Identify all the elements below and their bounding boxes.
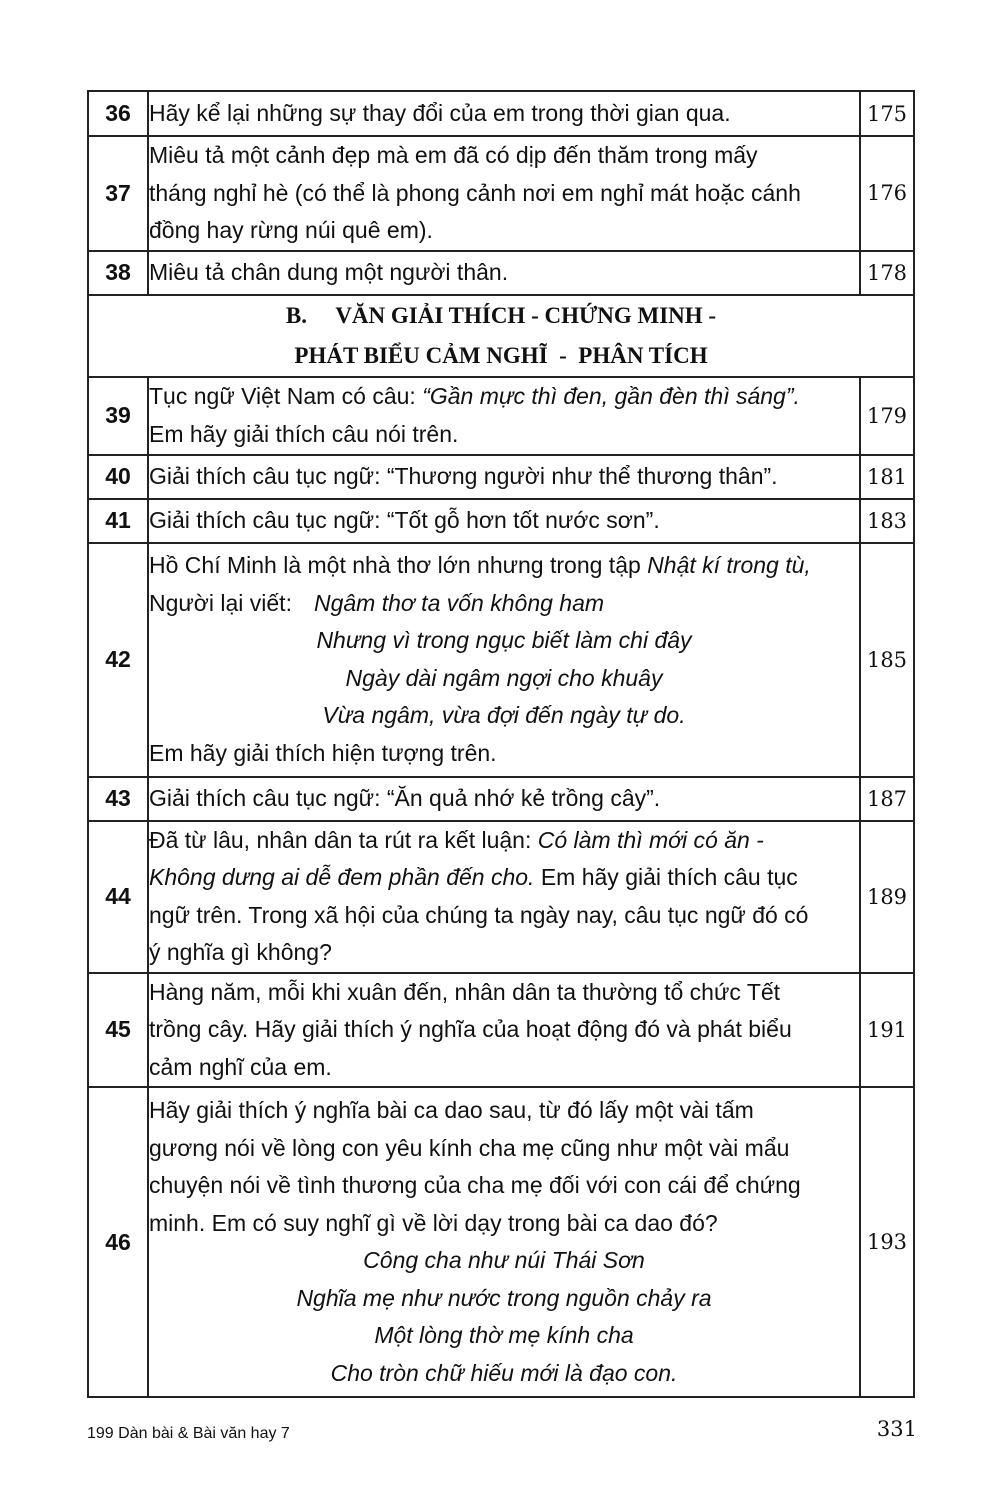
entry-number: 38 (88, 251, 148, 295)
entry-number: 45 (88, 973, 148, 1088)
entry-number: 44 (88, 821, 148, 973)
table-row (88, 136, 914, 251)
entry-number: 43 (88, 777, 148, 821)
section-heading-line-1: B. VĂN GIẢI THÍCH - CHỨNG MINH - (285, 302, 717, 328)
entry-title: Giải thích câu tục ngữ: “Thương người như thể thương thân”. (148, 455, 860, 499)
section-heading (88, 295, 914, 377)
entry-number: 37 (88, 136, 148, 251)
entry-page: 193 (860, 1087, 914, 1397)
table-row (88, 821, 914, 973)
entry-title: Hồ Chí Minh là một nhà thơ lớn nhưng trong tập Nhật kí trong tù, Người lại viết: Ngâm thơ ta vốn không ham Nhưng vì trong ngục biết làm chi đây Ngày dài ngâm ngợi cho khuây Vừa ngâm, vừa đợi đến ngày tự do. Em hãy giải thích hiện tượng trên. (148, 543, 860, 777)
footer-book-title: 199 Dàn bài & Bài văn hay 7 (87, 1425, 290, 1442)
entry-page: 178 (860, 251, 914, 295)
entry-number: 41 (88, 499, 148, 543)
entry-title: Miêu tả một cảnh đẹp mà em đã có dịp đến thăm trong mấy tháng nghỉ hè (có thể là phong cảnh nơi em nghỉ mát hoặc cánh đồng hay rừng núi quê em). (148, 136, 860, 251)
entry-number: 46 (88, 1087, 148, 1397)
entry-page: 181 (860, 455, 914, 499)
table-row (88, 455, 914, 499)
table-row (88, 1087, 914, 1397)
entry-page: 191 (860, 973, 914, 1088)
entry-page: 185 (860, 543, 914, 777)
entry-title: Hãy kể lại những sự thay đổi của em trong thời gian qua. (148, 91, 860, 136)
entry-page: 187 (860, 777, 914, 821)
table-row (88, 777, 914, 821)
table-row (88, 543, 914, 777)
entry-number: 42 (88, 543, 148, 777)
table-row (88, 91, 914, 136)
entry-title: Giải thích câu tục ngữ: “Tốt gỗ hơn tốt nước sơn”. (148, 499, 860, 543)
table-row (88, 499, 914, 543)
entry-title: Đã từ lâu, nhân dân ta rút ra kết luận: Có làm thì mới có ăn - Không dưng ai dễ đem phần đến cho. Em hãy giải thích câu tục ngữ trên. Trong xã hội của chúng ta ngày nay, câu tục ngữ đó có ý nghĩa gì không? (148, 821, 860, 973)
entry-title: Hãy giải thích ý nghĩa bài ca dao sau, từ đó lấy một vài tấm gương nói về lòng con yêu kính cha mẹ cũng như một vài mẩu chuyện nói về tình thương của cha mẹ đối với con cái để chứng minh. Em có suy nghĩ gì về lời dạy trong bài ca dao đó? Công cha như núi Thái Sơn Nghĩa mẹ như nước trong nguồn chảy ra Một lòng thờ mẹ kính cha Cho tròn chữ hiếu mới là đạo con. (148, 1087, 860, 1397)
entry-page: 175 (860, 91, 914, 136)
entry-number: 36 (88, 91, 148, 136)
table-of-contents (87, 90, 915, 1398)
entry-number: 39 (88, 377, 148, 455)
section-header-row (88, 295, 914, 377)
poem-line: Công cha như núi Thái Sơn (363, 1247, 645, 1273)
section-heading-line-2: PHÁT BIỂU CẢM NGHĨ - PHÂN TÍCH (294, 342, 708, 368)
entry-page: 189 (860, 821, 914, 973)
entry-page: 179 (860, 377, 914, 455)
table-row (88, 251, 914, 295)
entry-page: 176 (860, 136, 914, 251)
poem-line: Một lòng thờ mẹ kính cha (374, 1322, 634, 1348)
poem-line: Nghĩa mẹ như nước trong nguồn chảy ra (296, 1284, 712, 1311)
entry-page: 183 (860, 499, 914, 543)
table-row (88, 377, 914, 455)
table-row (88, 973, 914, 1088)
poem-line: Cho tròn chữ hiếu mới là đạo con. (330, 1359, 678, 1386)
entry-title: Giải thích câu tục ngữ: “Ăn quả nhớ kẻ trồng cây”. (148, 777, 860, 821)
entry-title: Miêu tả chân dung một người thân. (148, 251, 860, 295)
entry-title: Hàng năm, mỗi khi xuân đến, nhân dân ta thường tổ chức Tết trồng cây. Hãy giải thích ý nghĩa của hoạt động đó và phát biểu cảm nghĩ của em. (148, 973, 860, 1088)
entry-number: 40 (88, 455, 148, 499)
footer-page-number: 331 (876, 1417, 917, 1441)
entry-title: Tục ngữ Việt Nam có câu: “Gần mực thì đen, gần đèn thì sáng”. Em hãy giải thích câu nói trên. (148, 377, 860, 455)
